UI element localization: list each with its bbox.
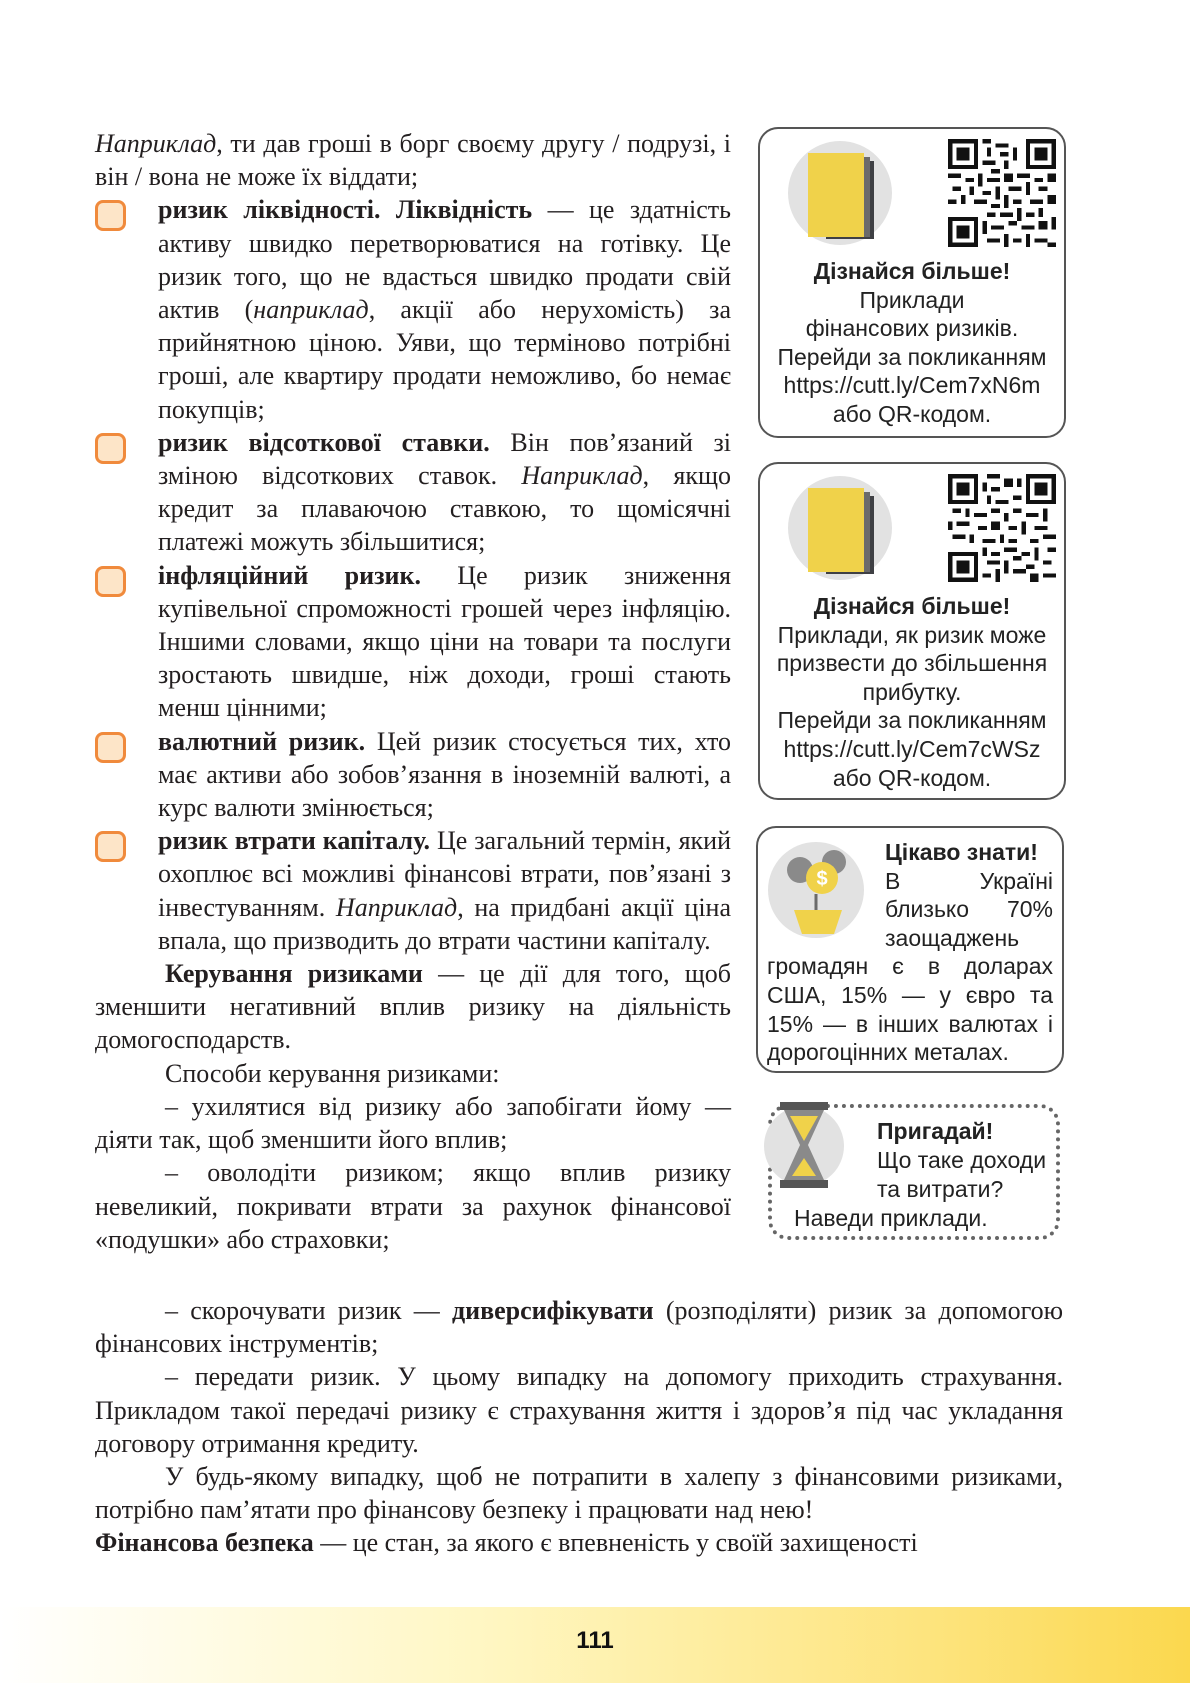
qr-code-icon[interactable] xyxy=(948,474,1056,582)
paragraph-way-3: – скорочувати ризик — диверсифікувати (розподіляти) ризик за допомогою фінансових інструментів; xyxy=(95,1296,1064,1359)
book-icon xyxy=(794,476,894,586)
paragraph-way-1: – ухилятися від ризику або запобігати йому — діяти так, щоб зменшити його вплив; xyxy=(95,1091,731,1155)
bullet-interest-rate-risk: ризик відсоткової ставки. Він пов’язаний зі зміною відсоткових ставок. Наприклад, якщо кредит за плаваючою ставкою, то щомісячні платежі можуть збільшитися; xyxy=(95,426,731,559)
hourglass-icon xyxy=(762,1096,846,1192)
paragraph-conclusion: У будь-якому випадку, щоб не потрапити в халепу з фінансовими ризиками, потрібно пам’ятати про фінансову безпеку і працювати над нею! xyxy=(95,1462,1063,1525)
bullet-inflation-risk: інфляційний ризик. Це ризик зниження купівельної спроможності грошей через інфляцію. Іншими словами, якщо ціни на товари та послуги зростають швидше, ніж доходи, гроші стають менш цінними; xyxy=(95,559,731,725)
paragraph-financial-security: Фінансова безпека — це стан, за якого є впевненість у своїй захищеності xyxy=(95,1528,918,1558)
checkbox-icon xyxy=(95,831,126,862)
paragraph-way-2: – оволодіти ризиком; якщо вплив ризику невеликий, покривати втрати за рахунок фінансової «подушки» або страховки; xyxy=(95,1158,731,1254)
remember-text: Пригадай! Що таке доходи та витрати? xyxy=(877,1118,1047,1202)
fun-fact-text: Цікаво знати! В Україні близько 70% заощаджень громадян є в доларах США, 15% — у євро та 15% — в інших валютах і дорогоцінних металах. xyxy=(767,839,1053,1066)
book-icon xyxy=(794,141,894,251)
box1-text: Дізнайся більше! Приклади фінансових ризиків. Перейди за покликанням https://cutt.ly/Cem7xN6m або QR-кодом. xyxy=(766,257,1058,429)
fun-fact-title: Цікаво знати! xyxy=(885,839,1038,865)
svg-text:$: $ xyxy=(816,868,828,890)
money-plant-icon xyxy=(764,840,874,940)
paragraph-ways: Способи керування ризиками: xyxy=(165,1058,500,1088)
checkbox-icon xyxy=(95,732,126,763)
bullet-liquidity-risk: ризик ліквідності. Ліквідність — це здатність активу швидко перетворюватися на готівку. Це ризик того, що не вдасться швидко продати свій актив (наприклад, акції або нерухомість) за прийнятною ціною. Уяви, що терміново потрібні гроші, але квартиру продати неможливо, бо немає покупців; xyxy=(95,193,731,425)
full-width-text xyxy=(95,1294,1063,1560)
remember-box: Пригадай! Що таке доходи та витрати? Наведи приклади. xyxy=(768,1104,1060,1240)
page-footer xyxy=(0,1607,1190,1683)
fun-fact-box xyxy=(756,826,1064,1073)
box2-text: Дізнайся більше! Приклади, як ризик може призвести до збільшення прибутку. Перейди за покликанням https://cutt.ly/Cem7cWSz або QR-кодом. xyxy=(766,592,1058,792)
qr-code-icon[interactable] xyxy=(948,139,1056,247)
paragraph-intro: Наприклад, ти дав гроші в борг своєму другу / подрузі, і він / вона не може їх віддати; xyxy=(95,129,731,192)
checkbox-icon xyxy=(95,566,126,597)
bullet-currency-risk: валютний ризик. Цей ризик стосується тих, хто має активи або зобов’язання в іноземній валюті, а курс валюти змінюється; xyxy=(95,725,731,825)
bullet-capital-loss-risk: ризик втрати капіталу. Це загальний термін, який охоплює всі можливі фінансові втрати, пов’язані з інвестуванням. Наприклад, на придбані акції ціна впала, що призводить до втрати частини капіталу. xyxy=(95,824,731,957)
learn-more-box-1 xyxy=(758,127,1066,438)
learn-more-box-2 xyxy=(758,462,1066,800)
checkbox-icon xyxy=(95,433,126,464)
main-column xyxy=(95,127,731,1256)
checkbox-icon xyxy=(95,200,126,231)
link-url[interactable]: https://cutt.ly/Cem7xN6m xyxy=(783,372,1041,399)
paragraph-way-4: – передати ризик. У цьому випадку на допомогу приходить страхування. Прикладом такої передачі ризику є страхування життя і здоров’я під час укладання договору отримання кредиту. xyxy=(95,1362,1063,1458)
paragraph-risk-management: Керування ризиками — це дії для того, щоб зменшити негативний вплив ризику на діяльність домогосподарств. xyxy=(95,959,732,1055)
link-url[interactable]: https://cutt.ly/Cem7cWSz xyxy=(783,735,1041,762)
page-number: 111 xyxy=(576,1627,614,1654)
